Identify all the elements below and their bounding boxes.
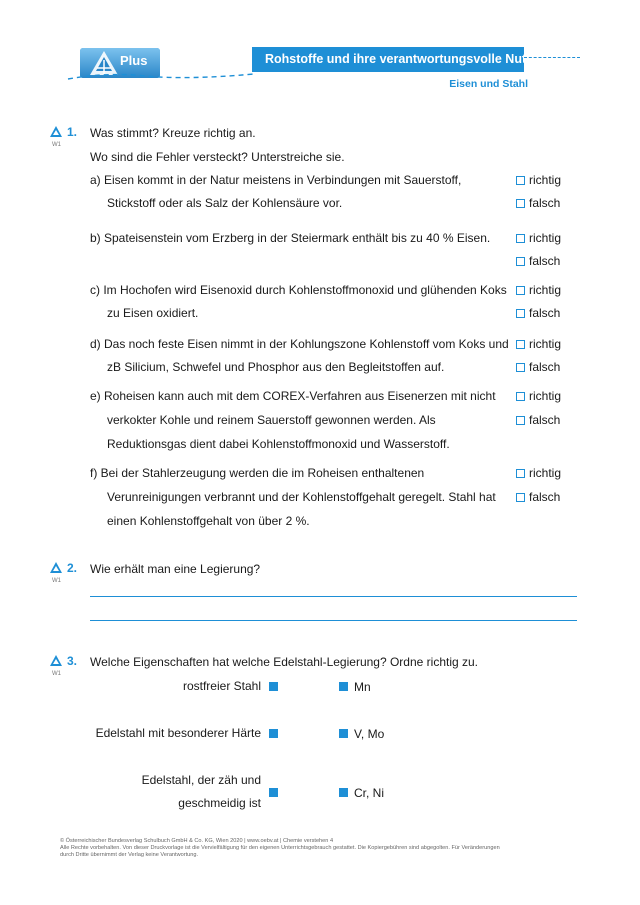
checkbox-icon[interactable] xyxy=(516,309,525,318)
checkbox-b-falsch[interactable]: falsch xyxy=(516,253,560,269)
statement-c-line2: zu Eisen oxidiert. xyxy=(107,306,199,320)
task3-question: Welche Eigenschaften hat welche Edelstahl-Legierung? Ordne richtig zu. xyxy=(90,655,479,669)
statement-b-line1: b) Spateisenstein vom Erzberg in der Steiermark enthält bis zu 40 % Eisen. xyxy=(90,231,491,245)
checkbox-icon[interactable] xyxy=(516,416,525,425)
match-point-right-2[interactable] xyxy=(339,729,348,738)
answer-line[interactable] xyxy=(90,620,577,621)
task1-instruction-2: Wo sind die Fehler versteckt? Unterstreiche sie. xyxy=(90,150,345,164)
match-point-left-3[interactable] xyxy=(269,788,278,797)
difficulty-triangle-icon xyxy=(50,655,62,666)
statement-c-line1: c) Im Hochofen wird Eisenoxid durch Kohlenstoffmonoxid und glühenden Koks xyxy=(90,283,507,297)
match-point-left-2[interactable] xyxy=(269,729,278,738)
decorative-dash-right xyxy=(524,57,580,58)
checkbox-f-richtig[interactable]: richtig xyxy=(516,465,561,481)
checkbox-e-richtig[interactable]: richtig xyxy=(516,388,561,404)
page-title-bar xyxy=(252,47,556,72)
difficulty-triangle-icon xyxy=(50,562,62,573)
page-subtitle: Eisen und Stahl xyxy=(449,78,528,90)
checkbox-a-falsch[interactable]: falsch xyxy=(516,195,560,211)
match-right-1: Mn xyxy=(354,680,371,694)
checkbox-icon[interactable] xyxy=(516,199,525,208)
checkbox-icon[interactable] xyxy=(516,234,525,243)
logo-text: Plus xyxy=(120,53,148,68)
task1-level: W1 xyxy=(52,142,61,148)
footer-line: © Österreichischer Bundesverlag Schulbuch GmbH & Co. KG, Wien 2020 | www.oebv.at | Chemie verstehen 4 xyxy=(60,838,334,844)
statement-f-line3: einen Kohlenstoffgehalt von über 2 %. xyxy=(107,514,310,528)
answer-line[interactable] xyxy=(90,596,577,597)
checkbox-icon[interactable] xyxy=(516,340,525,349)
match-point-right-3[interactable] xyxy=(339,788,348,797)
task2-level: W1 xyxy=(52,578,61,584)
copyright-footer xyxy=(60,838,580,859)
match-right-3: Cr, Ni xyxy=(354,786,384,800)
checkbox-f-falsch[interactable]: falsch xyxy=(516,489,560,505)
match-left-2: Edelstahl mit besonderer Härte xyxy=(95,726,261,740)
match-left-3-line1: Edelstahl, der zäh und xyxy=(141,773,261,787)
statement-f-line2: Verunreinigungen verbrannt und der Kohlenstoffgehalt geregelt. Stahl hat xyxy=(107,490,496,504)
checkbox-c-falsch[interactable]: falsch xyxy=(516,305,560,321)
match-point-left-1[interactable] xyxy=(269,682,278,691)
footer-line: Alle Rechte vorbehalten. Von dieser Druckvorlage ist die Vervielfältigung für den eigenen Unterrichtsgebrauch gestattet. Die Kopiergebühren sind abgegolten. Für Veränderungen xyxy=(60,845,500,851)
checkbox-icon[interactable] xyxy=(516,257,525,266)
checkbox-d-richtig[interactable]: richtig xyxy=(516,336,561,352)
checkbox-c-richtig[interactable]: richtig xyxy=(516,282,561,298)
statement-f-line1: f) Bei der Stahlerzeugung werden die im Roheisen enthaltenen xyxy=(90,466,425,480)
task2-number: 2. xyxy=(67,561,78,575)
page-title: Rohstoffe und ihre verantwortungsvolle Nutzung xyxy=(265,52,556,66)
task3-level: W1 xyxy=(52,671,61,677)
decorative-dashes xyxy=(66,70,256,82)
footer-line: durch Dritte übernimmt der Verlag keine Verantwortung. xyxy=(60,852,199,858)
difficulty-triangle-icon xyxy=(50,126,62,137)
statement-a-line2: Stickstoff oder als Salz der Kohlensäure vor. xyxy=(107,196,343,210)
statement-d-line2: zB Silicium, Schwefel und Phosphor aus den Begleitstoffen auf. xyxy=(107,360,445,374)
match-left-3-line2: geschmeidig ist xyxy=(178,796,261,810)
checkbox-e-falsch[interactable]: falsch xyxy=(516,412,560,428)
checkbox-a-richtig[interactable]: richtig xyxy=(516,172,561,188)
checkbox-icon[interactable] xyxy=(516,363,525,372)
task1-number: 1. xyxy=(67,125,78,139)
statement-d-line1: d) Das noch feste Eisen nimmt in der Kohlungszone Kohlenstoff vom Koks und xyxy=(90,337,509,351)
checkbox-d-falsch[interactable]: falsch xyxy=(516,359,560,375)
statement-e-line2: verkokter Kohle und reinem Sauerstoff gewonnen werden. Als xyxy=(107,413,436,427)
statement-e-line1: e) Roheisen kann auch mit dem COREX-Verfahren aus Eisenerzen mit nicht xyxy=(90,389,496,403)
task2-question: Wie erhält man eine Legierung? xyxy=(90,562,261,576)
checkbox-icon[interactable] xyxy=(516,469,525,478)
statement-e-line3: Reduktionsgas dient dabei Kohlenstoffmonoxid und Wasserstoff. xyxy=(107,437,450,451)
match-left-1: rostfreier Stahl xyxy=(182,679,261,693)
match-right-2: V, Mo xyxy=(354,727,385,741)
task3-number: 3. xyxy=(67,654,78,668)
match-point-right-1[interactable] xyxy=(339,682,348,691)
checkbox-icon[interactable] xyxy=(516,493,525,502)
statement-a-line1: a) Eisen kommt in der Natur meistens in Verbindungen mit Sauerstoff, xyxy=(90,173,462,187)
checkbox-icon[interactable] xyxy=(516,286,525,295)
checkbox-icon[interactable] xyxy=(516,392,525,401)
checkbox-b-richtig[interactable]: richtig xyxy=(516,230,561,246)
checkbox-icon[interactable] xyxy=(516,176,525,185)
task1-instruction: Was stimmt? Kreuze richtig an. xyxy=(90,126,256,140)
